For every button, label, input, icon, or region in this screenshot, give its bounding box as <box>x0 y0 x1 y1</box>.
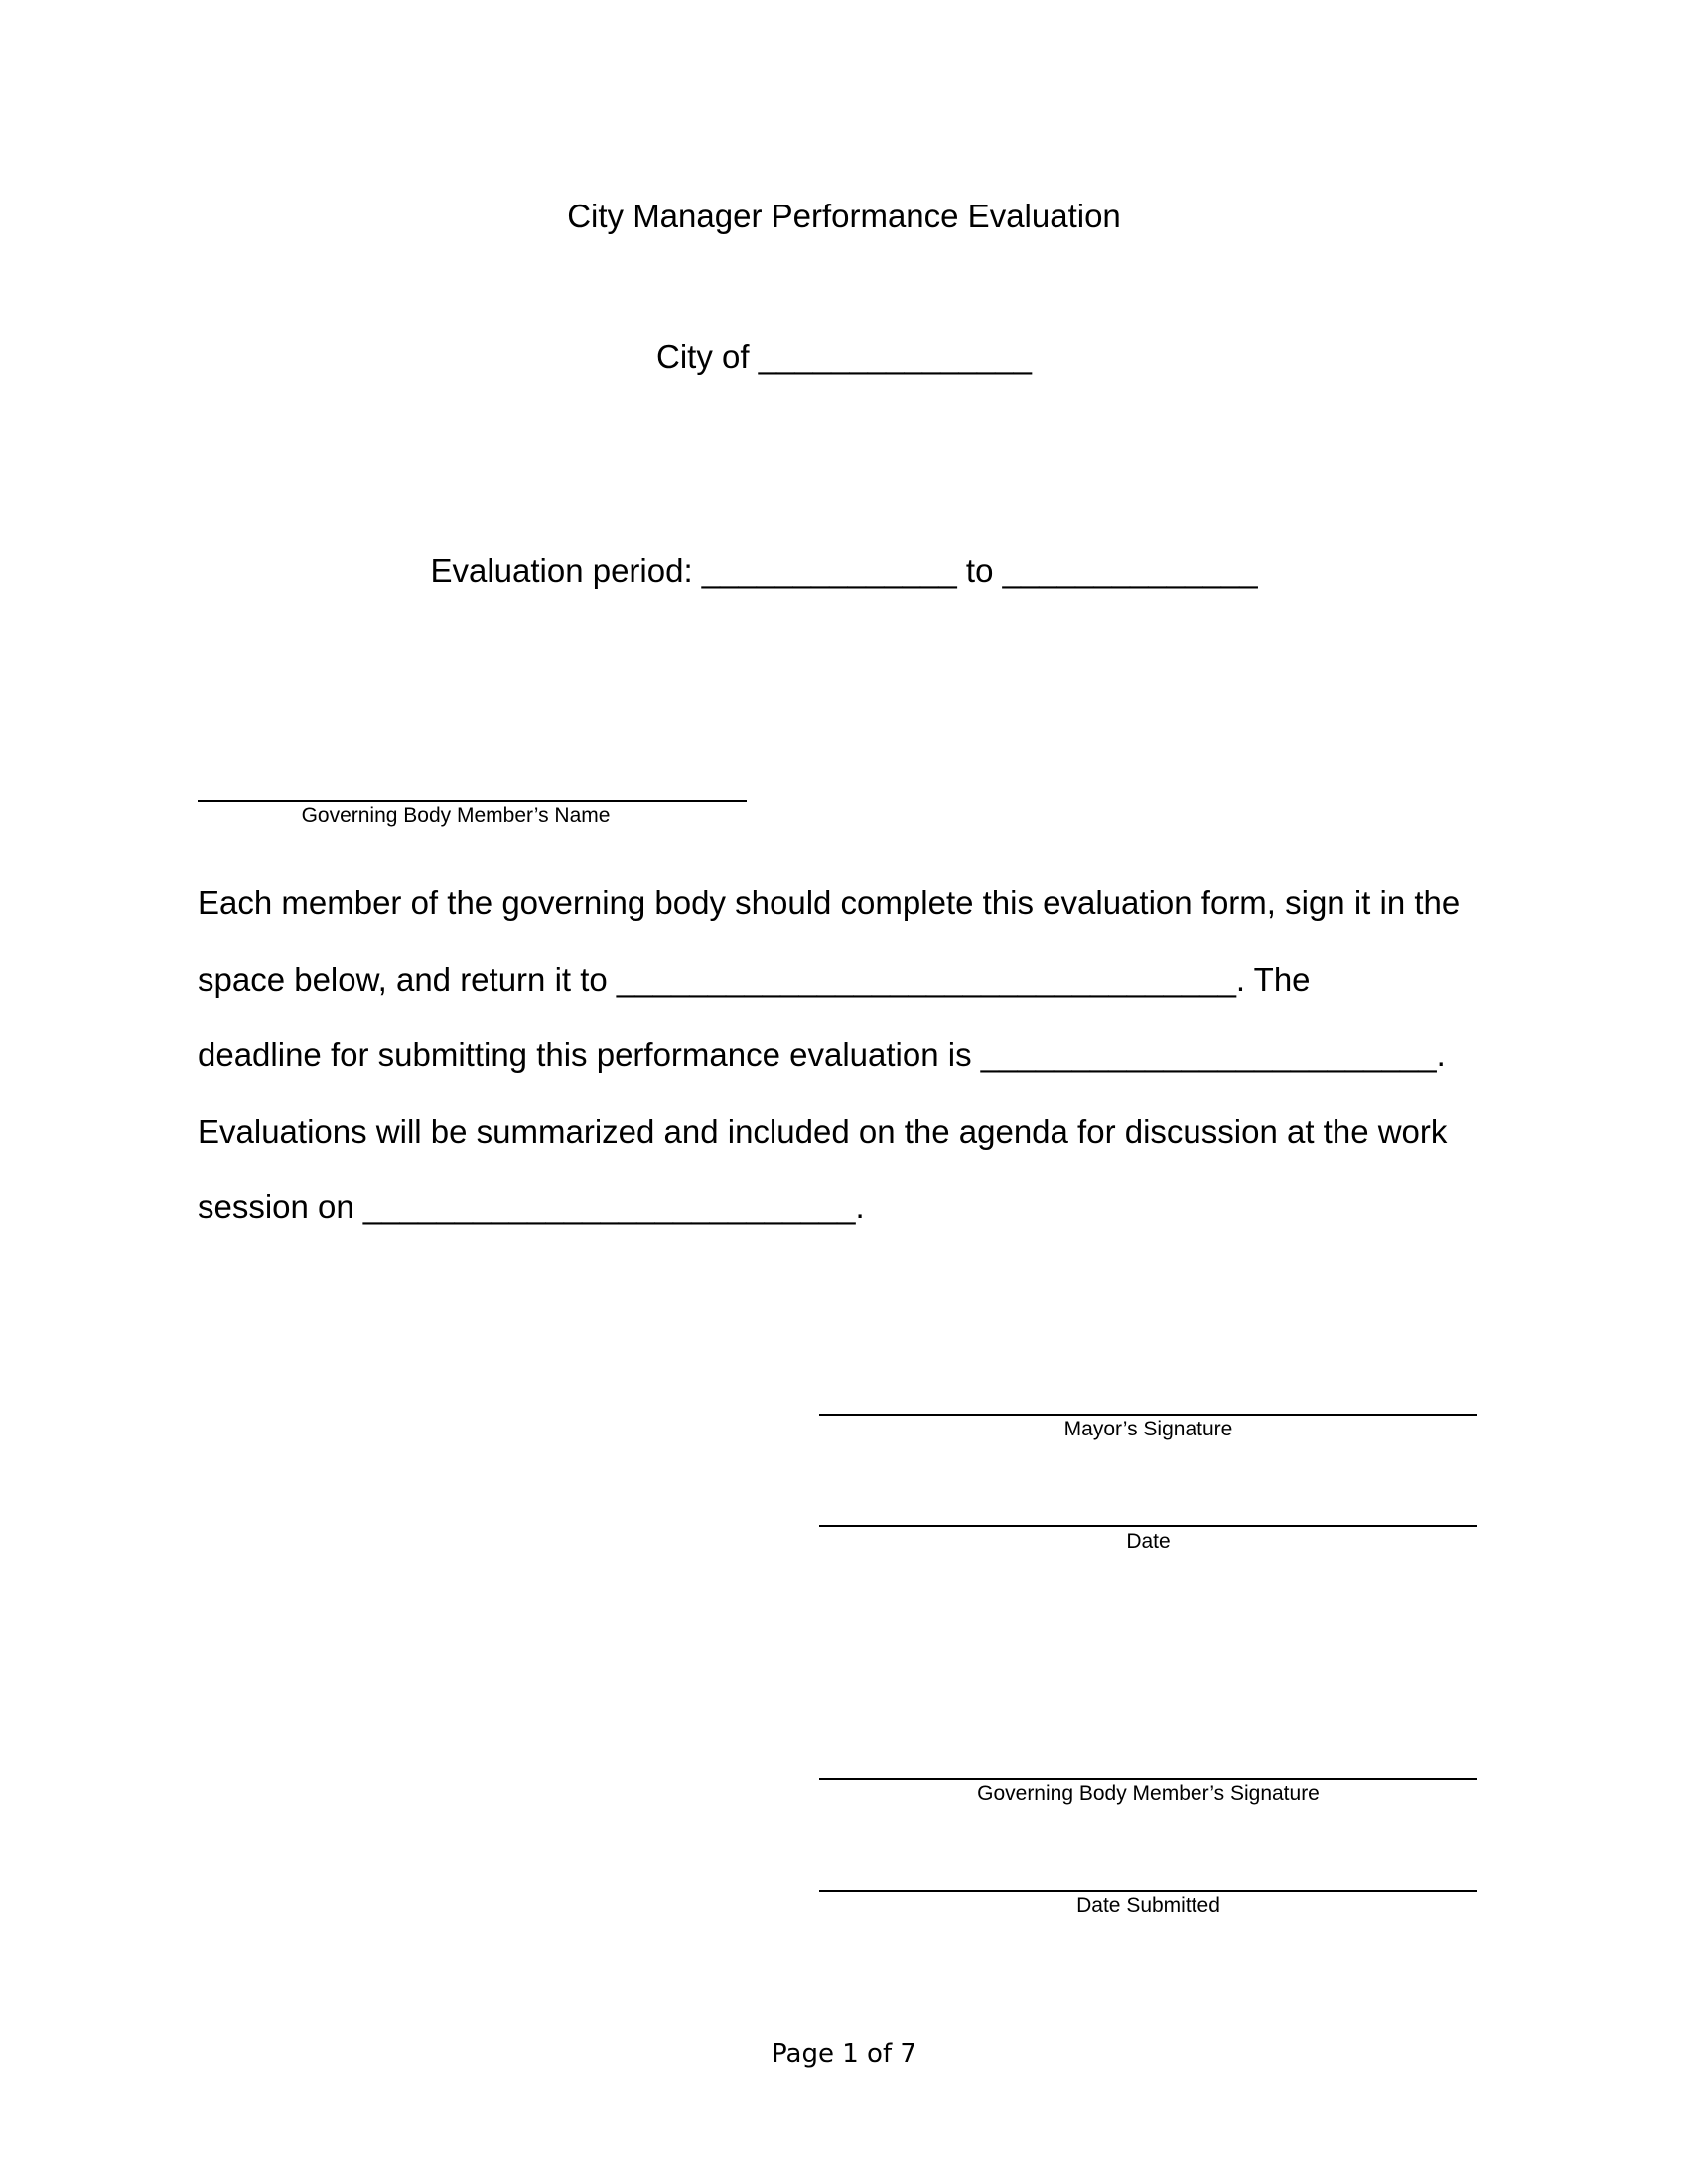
instructions-line: deadline for submitting this performance evaluation is _________________________. <box>198 1036 1446 1073</box>
member-signature-caption: Governing Body Member’s Signature <box>977 1782 1320 1805</box>
mayor-signature-caption: Mayor’s Signature <box>1063 1418 1233 1440</box>
instructions-line: Each member of the governing body should complete this evaluation form, sign it in the <box>198 885 1461 921</box>
instructions-line: session on ___________________________. <box>198 1188 865 1225</box>
member-name-caption: Governing Body Member’s Name <box>301 804 611 827</box>
member-name-line <box>198 800 747 802</box>
document-title: City Manager Performance Evaluation <box>567 198 1121 234</box>
mayor-date-line <box>819 1525 1477 1527</box>
instructions-line: Evaluations will be summarized and included on the agenda for discussion at the work <box>198 1112 1448 1150</box>
page-number: Page 1 of 7 <box>772 2039 916 2069</box>
member-date-line <box>819 1890 1477 1892</box>
instructions-line: space below, and return it to __________________________________. The <box>198 960 1311 998</box>
instructions-paragraph <box>198 866 1518 1246</box>
city-field: City of _______________ <box>656 339 1032 375</box>
member-date-caption: Date Submitted <box>1076 1894 1220 1917</box>
member-signature-line <box>819 1778 1477 1780</box>
evaluation-period-field: Evaluation period: ______________ to ______________ <box>430 552 1258 589</box>
mayor-date-caption: Date <box>1126 1530 1171 1553</box>
mayor-signature-line <box>819 1414 1477 1416</box>
